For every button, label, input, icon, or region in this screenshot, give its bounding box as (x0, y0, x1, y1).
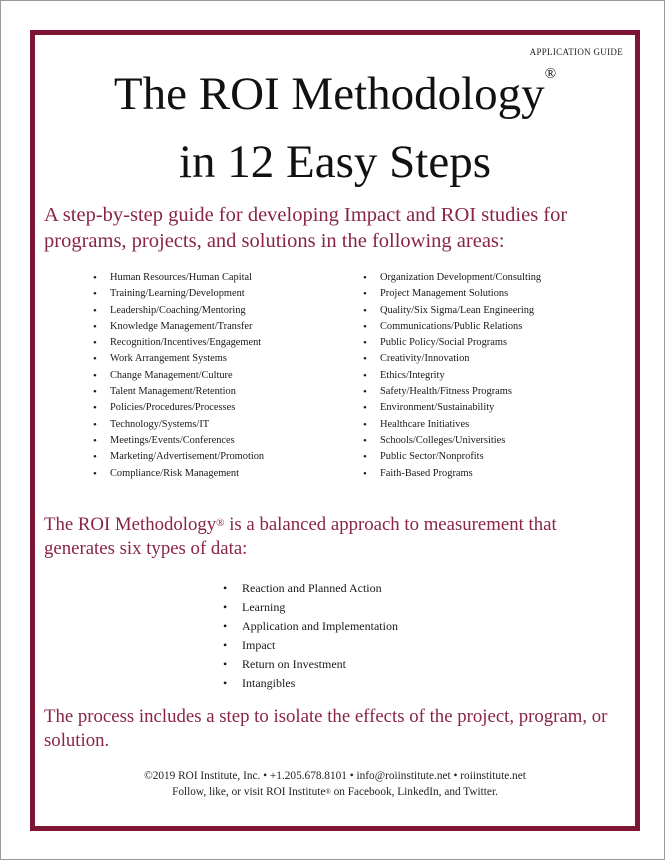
list-item: • Technology/Systems/IT (93, 417, 264, 433)
list-item: • Human Resources/Human Capital (93, 270, 264, 286)
list-item: • Public Policy/Social Programs (363, 335, 541, 351)
registered-mark: ® (325, 788, 331, 796)
areas-list-right (363, 270, 541, 482)
balanced-approach-text: The ROI Methodology® is a balanced approach to measurement that generates six types of data: (44, 514, 557, 559)
list-item: • Intangibles (223, 674, 398, 693)
title-line-1: The ROI Methodology® (113, 66, 557, 120)
list-item: • Marketing/Advertisement/Promotion (93, 449, 264, 465)
list-item: • Environment/Sustainability (363, 400, 541, 416)
list-item: • Recognition/Incentives/Engagement (93, 335, 264, 351)
contact-line: ©2019 ROI Institute, Inc. • +1.205.678.8101 • info@roiinstitute.net • roiinstitute.net (144, 770, 526, 782)
list-item: • Policies/Procedures/Processes (93, 400, 264, 416)
list-item: • Return on Investment (223, 655, 398, 674)
list-item: • Reaction and Planned Action (223, 579, 398, 598)
list-item: • Compliance/Risk Management (93, 466, 264, 482)
list-item: • Schools/Colleges/Universities (363, 433, 541, 449)
list-item: • Faith-Based Programs (363, 466, 541, 482)
areas-list-left (93, 270, 264, 482)
list-item: • Talent Management/Retention (93, 384, 264, 400)
list-item: • Creativity/Innovation (363, 351, 541, 367)
social-line: Follow, like, or visit ROI Institute® on Facebook, LinkedIn, and Twitter. (172, 786, 498, 798)
list-item: • Organization Development/Consulting (363, 270, 541, 286)
process-text: The process includes a step to isolate the effects of the project, program, or solution. (44, 706, 608, 751)
footer (35, 768, 635, 800)
list-item: • Training/Learning/Development (93, 286, 264, 302)
list-item: • Healthcare Initiatives (363, 417, 541, 433)
list-item: • Application and Implementation (223, 617, 398, 636)
registered-mark: ® (544, 66, 557, 82)
maroon-frame (30, 30, 640, 831)
list-item: • Ethics/Integrity (363, 368, 541, 384)
list-item: • Public Sector/Nonprofits (363, 449, 541, 465)
registered-mark: ® (216, 517, 225, 529)
list-item: • Communications/Public Relations (363, 319, 541, 335)
list-item: • Leadership/Coaching/Mentoring (93, 303, 264, 319)
list-item: • Quality/Six Sigma/Lean Engineering (363, 303, 541, 319)
title-line-2: in 12 Easy Steps (178, 136, 492, 188)
list-item: • Change Management/Culture (93, 368, 264, 384)
list-item: • Work Arrangement Systems (93, 351, 264, 367)
application-guide-tag: APPLICATION GUIDE (529, 47, 623, 57)
data-types-list (223, 579, 398, 693)
list-item: • Knowledge Management/Transfer (93, 319, 264, 335)
list-item: • Impact (223, 636, 398, 655)
list-item: • Project Management Solutions (363, 286, 541, 302)
list-item: • Meetings/Events/Conferences (93, 433, 264, 449)
list-item: • Safety/Health/Fitness Programs (363, 384, 541, 400)
list-item: • Learning (223, 598, 398, 617)
intro-text: A step-by-step guide for developing Impact and ROI studies for programs, projects, and solutions in the following areas: (44, 204, 568, 252)
